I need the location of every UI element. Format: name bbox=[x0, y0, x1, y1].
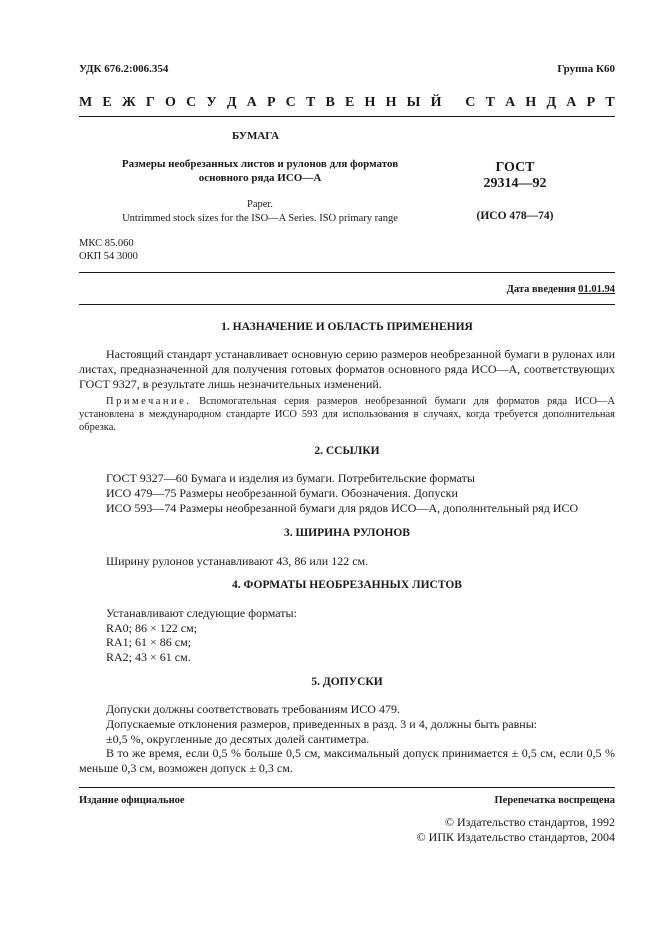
banner-letter: Й bbox=[430, 95, 442, 110]
subject-title: БУМАГА bbox=[232, 130, 280, 142]
iso-reference: (ИСО 478—74) bbox=[476, 210, 554, 222]
formats-intro: Устанавливают следующие форматы: bbox=[106, 606, 297, 620]
banner-letter: Ы bbox=[406, 95, 421, 110]
banner-letter: Д bbox=[226, 95, 237, 110]
russian-title-line2: основного ряда ИСО—А bbox=[198, 172, 322, 184]
banner-letter: Н bbox=[364, 95, 376, 110]
intro-date-value: 01.01.94 bbox=[578, 284, 615, 295]
banner-letter: С bbox=[285, 95, 296, 110]
reference-item: ИСО 593—74 Размеры необрезанной бумаги для рядов ИСО—А, дополнительный ряд ИСО bbox=[106, 501, 579, 515]
group-code: Группа К60 bbox=[557, 63, 615, 75]
banner-letter: Р bbox=[586, 95, 596, 110]
udk-code: УДК 676.2:006.354 bbox=[79, 63, 169, 75]
banner-letter: Н bbox=[385, 95, 397, 110]
banner-letter: С bbox=[186, 95, 197, 110]
banner-letter: Е bbox=[102, 95, 112, 110]
tolerance-line: ±0,5 %, округленные до десятых долей сантиметра. bbox=[106, 732, 370, 746]
english-title bbox=[100, 198, 420, 226]
official-edition: Издание официальное bbox=[79, 795, 185, 806]
reference-item: ИСО 479—75 Размеры необрезанной бумаги. Обозначения. Допуски bbox=[106, 486, 458, 500]
intro-date bbox=[507, 284, 615, 295]
reference-item: ГОСТ 9327—60 Бумага и изделия из бумаги. Потребительские форматы bbox=[106, 471, 475, 485]
banner-letter bbox=[452, 95, 456, 111]
banner-letter: В bbox=[325, 95, 335, 110]
section3-heading: 3. ШИРИНА РУЛОНОВ bbox=[284, 527, 410, 539]
section4-heading: 4. ФОРМАТЫ НЕОБРЕЗАННЫХ ЛИСТОВ bbox=[232, 579, 462, 591]
banner-letter: Д bbox=[546, 95, 557, 110]
tolerance-final-paragraph: В то же время, если 0,5 % больше 0,5 см, максимальный допуск принимается ± 0,5 см, если 0,5 % меньше 0,3 см, возможен допуск ± 0,3 см. bbox=[79, 746, 615, 775]
section1-heading: 1. НАЗНАЧЕНИЕ И ОБЛАСТЬ ПРИМЕНЕНИЯ bbox=[221, 321, 473, 333]
gost-label: ГОСТ bbox=[495, 160, 535, 175]
banner-letter: С bbox=[465, 95, 476, 110]
banner-letter: А bbox=[566, 95, 577, 110]
format-item: RA1; 61 × 86 см; bbox=[106, 635, 192, 649]
section5-heading: 5. ДОПУСКИ bbox=[311, 676, 383, 688]
russian-title bbox=[100, 157, 420, 185]
banner-letter: Р bbox=[266, 95, 276, 110]
gost-number: 29314—92 bbox=[483, 176, 547, 191]
banner-letter: Е bbox=[345, 95, 355, 110]
banner-letter: Г bbox=[145, 95, 155, 110]
format-item: RA0; 86 × 122 см; bbox=[106, 621, 198, 635]
tolerance-line: Допуски должны соответствовать требованиям ИСО 479. bbox=[106, 702, 400, 716]
banner-letter: А bbox=[505, 95, 516, 110]
intro-date-label: Дата введения bbox=[506, 284, 576, 295]
mks-code: МКС 85.060 bbox=[79, 238, 134, 249]
banner-letter: Н bbox=[525, 95, 537, 110]
header-rule bbox=[79, 116, 615, 117]
section1-note bbox=[79, 395, 615, 434]
banner-letter: У bbox=[206, 95, 217, 110]
banner-letter: А bbox=[246, 95, 257, 110]
banner-letter: Т bbox=[305, 95, 316, 110]
banner-letter: Ж bbox=[121, 95, 136, 110]
footer-rule bbox=[79, 787, 615, 788]
english-title-line1: Paper. bbox=[247, 199, 273, 210]
reprint-notice: Перепечатка воспрещена bbox=[494, 795, 615, 806]
banner-letter: Т bbox=[485, 95, 495, 110]
tolerance-line: Допускаемые отклонения размеров, приведенных в разд. 3 и 4, должны быть равны: bbox=[106, 717, 538, 731]
codes-rule bbox=[79, 272, 615, 273]
note-label: Примечание. bbox=[106, 396, 192, 407]
gost-designation bbox=[470, 160, 560, 192]
banner-letter: Т bbox=[605, 95, 615, 110]
okp-code: ОКП 54 3000 bbox=[79, 251, 138, 262]
date-rule bbox=[79, 304, 615, 305]
banner-letter: М bbox=[79, 95, 93, 110]
english-title-line2: Untrimmed stock sizes for the ISO—A Series. ISO primary range bbox=[122, 213, 398, 224]
copyright-line: © ИПК Издательство стандартов, 2004 bbox=[416, 830, 615, 844]
russian-title-line1: Размеры необрезанных листов и рулонов для форматов bbox=[121, 158, 399, 170]
copyright-line: © Издательство стандартов, 1992 bbox=[444, 815, 615, 829]
interstate-standard-banner bbox=[79, 95, 615, 111]
classification-codes bbox=[79, 237, 138, 263]
banner-letter: О bbox=[165, 95, 176, 110]
format-item: RA2; 43 × 61 см. bbox=[106, 650, 191, 664]
section1-text: Настоящий стандарт устанавливает основную серию размеров необрезанной бумаги в рулонах или листах, предназначенной для получения готовых форматов основного ряда ИСО—А, соответствующих ГОСТ 9327, в результате лишь незначительных изменений. bbox=[79, 347, 615, 391]
note-text: Вспомогательная серия размеров необрезанной бумаги для форматов ряда ИСО—А установлена в международном стандарте ИСО 593 для использования в случаях, когда требуется дополнительная обрезка. bbox=[79, 396, 615, 433]
section2-heading: 2. ССЫЛКИ bbox=[314, 445, 380, 457]
section3-text: Ширину рулонов устанавливают 43, 86 или 122 см. bbox=[106, 554, 369, 568]
